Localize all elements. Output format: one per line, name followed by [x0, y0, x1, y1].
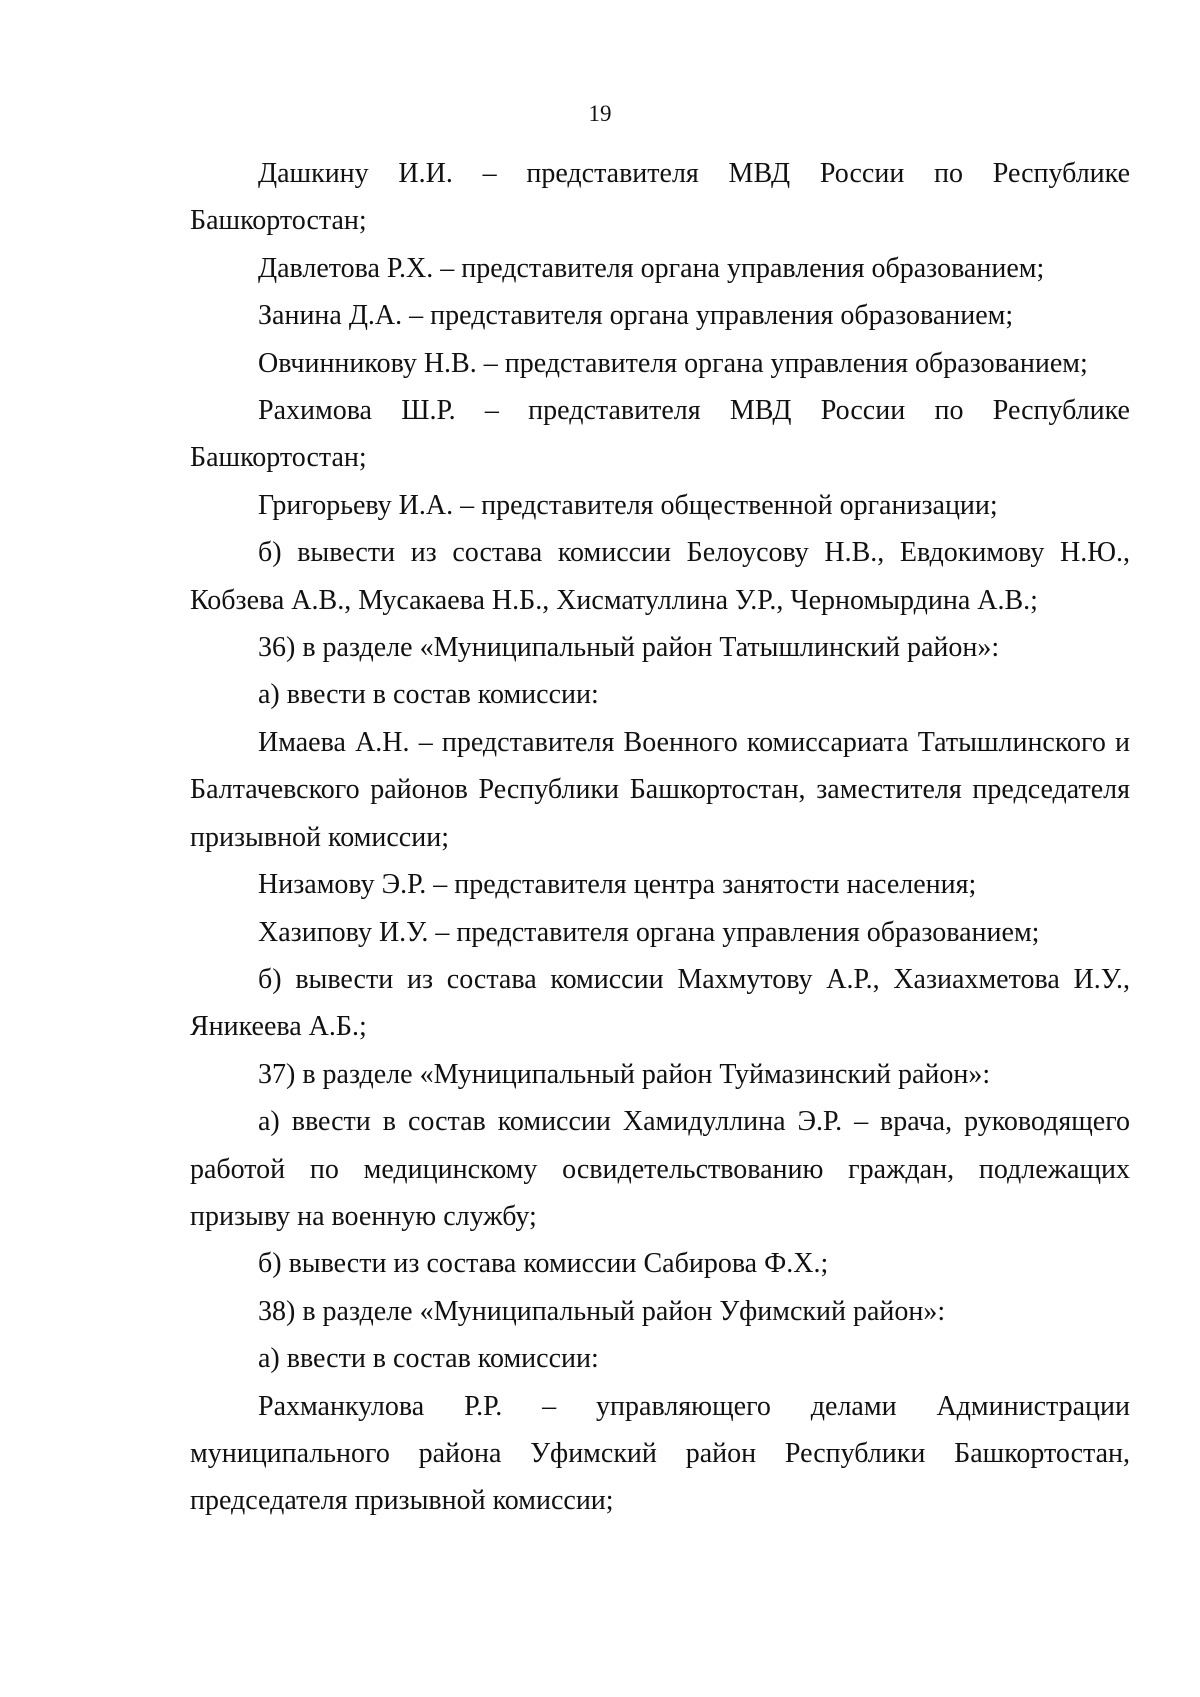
paragraph: 38) в разделе «Муниципальный район Уфимский район»:: [258, 1295, 946, 1327]
paragraph: б) вывести из состава комиссии Белоусову Н.В., Евдокимову Н.Ю., Кобзева А.В., Мусакаева Н.Б., Хисматуллина У.Р., Черномырдина А.В.;: [190, 537, 1130, 616]
paragraph: Рахманкулова Р.Р. – управляющего делами Администрации муниципального района Уфимский район Республики Башкортостан, председателя призывной комиссии;: [190, 1390, 1130, 1517]
paragraph: Григорьеву И.А. – представителя общественной организации;: [258, 489, 998, 521]
paragraph: Давлетова Р.Х. – представителя органа управления образованием;: [258, 252, 1045, 284]
paragraph: б) вывести из состава комиссии Сабирова Ф.Х.;: [258, 1248, 829, 1280]
paragraph: 37) в разделе «Муниципальный район Туймазинский район»:: [258, 1058, 991, 1090]
paragraph: Дашкину И.И. – представителя МВД России по Республике Башкортостан;: [190, 158, 1130, 237]
paragraph: а) ввести в состав комиссии Хамидуллина Э.Р. – врача, руководящего работой по медицинскому освидетельствованию граждан, подлежащих призыву на военную службу;: [190, 1106, 1130, 1232]
page-number: 19: [588, 101, 612, 126]
paragraph: б) вывести из состава комиссии Махмутову А.Р., Хазиахметова И.У., Яникеева А.Б.;: [190, 963, 1130, 1043]
paragraph: Хазипову И.У. – представителя органа управления образованием;: [258, 916, 1040, 948]
paragraph: Низамову Э.Р. – представителя центра занятости населения;: [258, 869, 977, 901]
document-body: [190, 150, 1130, 1525]
paragraph: Имаева А.Н. – представителя Военного комиссариата Татышлинского и Балтачевского районов Республики Башкортостан, заместителя председателя призывной комиссии;: [190, 726, 1130, 853]
paragraph: Занина Д.А. – представителя органа управления образованием;: [258, 300, 1014, 332]
paragraph: а) ввести в состав комиссии:: [258, 679, 599, 711]
paragraph: Рахимова Ш.Р. – представителя МВД России по Республике Башкортостан;: [190, 395, 1130, 474]
paragraph: Овчинникову Н.В. – представителя органа управления образованием;: [258, 347, 1088, 379]
paragraph: 36) в разделе «Муниципальный район Татышлинский район»:: [258, 632, 1000, 664]
paragraph: а) ввести в состав комиссии:: [258, 1343, 599, 1375]
